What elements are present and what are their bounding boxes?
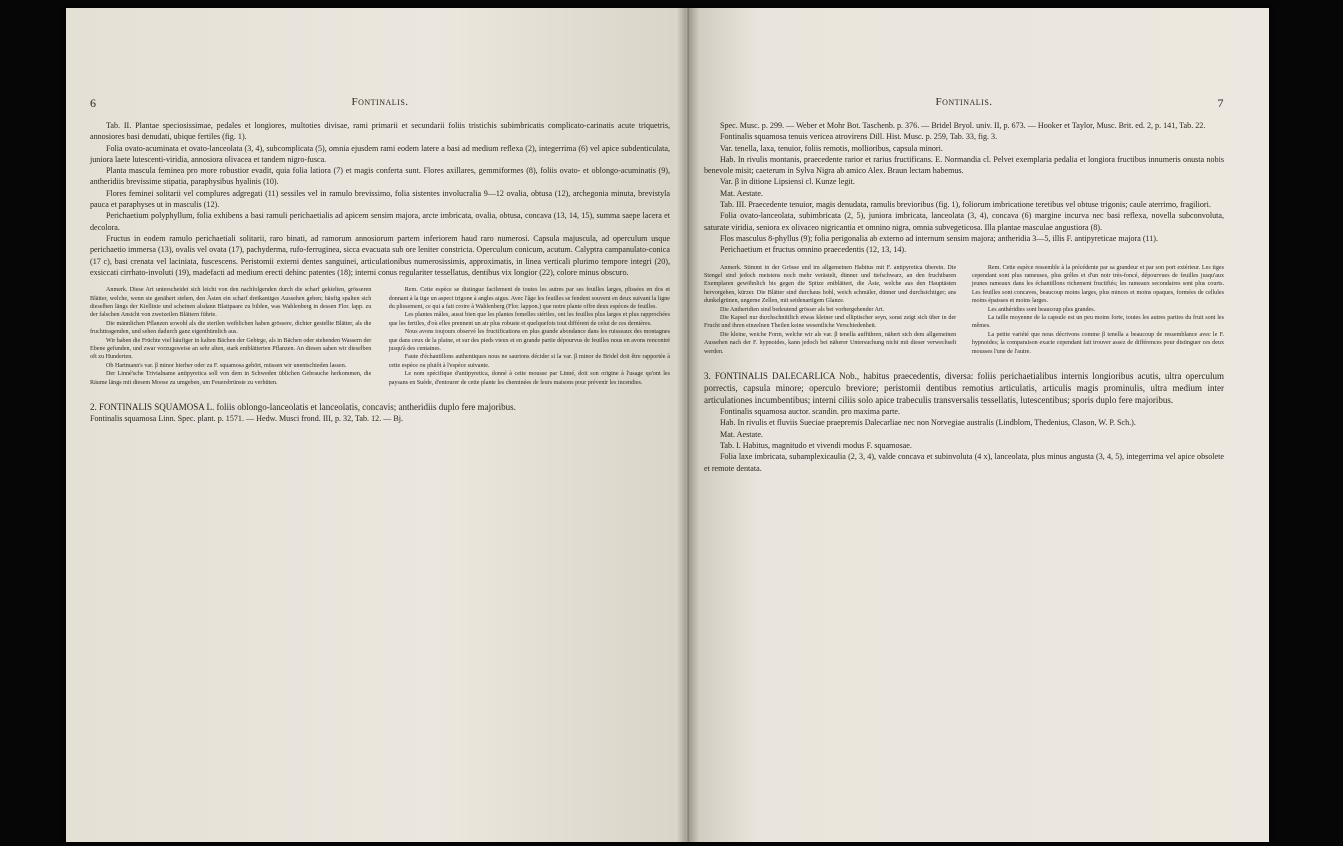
note-paragraph: Wir haben die Früchte viel häufiger in kalten Bächen der Gebirge, als in Bächen oder stehenden Wassern der Ebene gefunden, und zwar vorzugsweise an sehr alten, stark entblätterten Pflanzen. An diesen sahen wir dieselben oft zu Hunderten. [90,337,372,361]
paragraph: Var. β in ditione Lipsiensi cl. Kunze legit. [720,177,855,187]
note-paragraph: Les plantes mâles, aussi bien que les plantes femelles stériles, ont les feuilles plus larges et plus rapprochées que les fertiles, d'où elles prennent un air plus robuste et quelquefois tout différent de celui de ces dernières. [388,312,670,327]
paragraph: Tab. III. Praecedente tenuior, magis denudata, ramulis brevioribus (fig. 1), foliorum imbricatione teretibus vel obtuse trigonis; caule aterrimo, fragiliori. [720,200,1211,210]
paragraph: Hab. In rivulis et fluviis Sueciae praepremis Dalecarliae nec non Norvegiae australis (Lindblom, Thedenius, Clason, W. P. Sch.). [720,418,1136,428]
left-page-header [90,96,670,114]
right-page-header [704,96,1224,114]
right-page-content [704,96,1224,474]
paragraph: Mat. Aestate. [720,188,763,198]
paragraph: Folia ovato-lanceolata, subimbricata (2, 5), juniora imbricata, lanceolata (3, 4), concava (6) margine incurva nec basi reflexa, novella subconvoluta, saturate viridia, seniora ex olivaceo nigricantia et omnino nigra, omnia subvegeticosa. Illa plantae masculae angustiora (8). [704,211,1224,232]
note-german [704,264,956,356]
running-head: Fontinalis. [351,96,409,108]
note-paragraph: La taille moyenne de la capsule est un peu moins forte, toutes les autres parties du fruit sont les mêmes. [971,315,1224,330]
paragraph: Fontinalis squamosa auctor. scandin. pro maxima parte. [720,407,901,417]
note-paragraph: Die männlichen Pflanzen sowohl als die sterilen weiblichen haben grössere, dichter gestellte Blätter, als die fruchttragenden, und sehen dadurch ganz eigenthümlich aus. [90,320,372,336]
book-spread [66,8,1269,842]
paragraph: Perichaetium polyphyllum, folia exhibens a basi ramuli perichaetialis ad apicem sensim majora, arcte imbricata, ovalia, obtusa, concava (13, 14, 15), summa saepe lacera et decolora. [90,211,670,232]
note-paragraph: Faute d'échantillons authentiques nous ne saurions décider si la var. β minor de Bridel doit être rapportée à cette espèce ou plutôt à l'espèce suivante. [388,354,670,369]
note-paragraph: Nous avons toujours observé les fructifications en plus grande abondance dans les ruisseaux des montagnes que dans ceux de la plaine, et sur des pieds vieux et en grande partie dépourvus de feuilles nous en avons rencontré jusqu'à des centaines. [388,329,670,352]
book-gutter [677,8,699,842]
paragraph: Var. tenella, laxa, tenuior, foliis remotis, mollioribus, capsula minori. [720,143,943,153]
notes-columns [704,264,1224,356]
note-paragraph: Ob Hartmann's var. β minor hierher oder zu F. squamosa gehört, müssen wir unentschieden lassen. [106,362,347,369]
note-paragraph: Die kleine, weiche Form, welche wir als var. β tenella aufführen, nähert sich dem allgemeinen Aussehen nach der F. hypnoides, kann jedoch bei näherer Untersuchung nicht mit dieser verwechselt werden. [704,331,957,355]
paragraph: Folia ovato-acuminata et ovato-lanceolata (3, 4), subcomplicata (5), omnia ejusdem rami eodem latere a basi ad medium reflexa (2), integerrima (6) vel apice subdenticulata, juniora laete lutescenti-viridia, annosiora olivacea et tandem nigro-fusca. [90,143,670,164]
page-number: 6 [90,96,97,110]
note-paragraph: La petite variété que nous décrivons comme β tenella a beaucoup de ressemblance avec le F. hypnoides; la comparaison exacte cependant fait trouver assez de différences pour distinguer ces deux mousses l'une de l'autre. [971,331,1224,355]
note-paragraph: Rem. Cette espèce ressemble à la précédente par sa grandeur et par son port extérieur. Les tiges cependant sont plus rameuses, plus grêles et d'un noir très-foncé, dépourvues de feuilles jusqu'aux jeunes rameaux dans les échantillons richement fructifiés; les rameaux secondaires sont plus courts. Les feuilles sont concaves, beaucoup moins larges, plus minces et moins opaques, formées de cellules moins épaisses et moins larges. [971,264,1224,305]
paragraph: Mat. Aestate. [720,429,763,439]
note-french [389,286,670,387]
paragraph: Fontinalis squamosa tenuis vericea atrovirens Dill. Hist. Musc. p. 259, Tab. 33, fig. 3. [720,132,998,142]
left-page [66,8,686,842]
notes-columns [90,286,670,387]
paragraph: Tab. II. Plantae speciosissimae, pedales et longiores, multoties divisae, rami primarii et secundarii foliis tristichis subimbricatis complicato-carinatis acute triquetris, annosiores basi denudati, ubique fertiles (fig. 1). [90,121,670,142]
note-paragraph: Rem. Cette espèce se distingue facilement de toutes les autres par ses feuilles larges, plissées en dos et donnant à la tige un aspect trigone à angles aigus. Avec l'âge les feuilles se fendent souvent en deux suivant la ligne du plissement, ce qui a fait croire à Wahlenberg (Flor. lappon.) que notre plante offre deux espèces de feuilles. [388,287,670,310]
paragraph: Spec. Musc. p. 299. — Weber et Mohr Bot. Taschenb. p. 376. — Bridel Bryol. univ. II, p. 673. — Hooker et Taylor, Musc. Brit. ed. 2, p. 141, Tab. 22. [720,121,1206,130]
paragraph: Tab. I. Habitus, magnitudo et vivendi modus F. squamosae. [720,440,912,450]
note-paragraph: Le nom spécifique d'antipyretica, donné à cette mousse par Linné, doit son origine à l'usage qu'ont les paysans en Suède, d'entourer de cette plante les cheminées de leurs maisons pour prévenir les incendies. [388,371,670,386]
note-paragraph: Der Linné'sche Trivialname antipyretica soll von dem in Schweden üblichen Gebrauche herkommen, die Räume längs mit diesem Moose zu umgeben, um Feuersbrünste zu verhüten. [90,371,372,386]
paragraph: Planta mascula feminea pro more robustior evadit, quia folia latiora (7) et magis conferta sunt. Flores axillares, gemmiformes (8), foliis ovato- et oblongo-acuminatis (9), antheridiis brevissime stipatia, paraphysibus hyalinis (10). [90,166,670,187]
note-paragraph: Die Kapsel nur durchschnittlich etwas kleiner und elliptischer seyn, sonst zeigt sich über in der Frucht und ihren einzelnen Theilen keine wesentliche Verschiedenheit. [704,315,957,330]
note-german [90,286,371,387]
left-page-content [90,96,670,424]
species-synonym: Fontinalis squamosa Linn. Spec. plant. p. 1571. — Hedw. Musci frond. III, p. 32, Tab. 12. — Bj. [90,414,404,424]
paragraph: Fructus in eodem ramulo perichaetiali solitarii, raro binati, ad ramorum annosiorum partem inferiorem haud raro numerosi. Capsula majuscula, ad operculum usque perichaetio immersa (13), ovalis vel ovata (17), pachyderma, rufo-ferruginea, sicca evacuata sub ore leniter constricta. Operculum conicum, acutum. Calyptra campanulato-conica (17 c), basi crenata vel laciniata, fuscescens. Peristomii externi dentes sanguinei, articulationibus numerosissimis, approximatis, in linea verticali plurimo tempore integri (20), exsiccati cirrhato-involuti (19), madefacti ad medium erecti dehinc patentes (18); interni conus regulariter tessellatus, dentibus vix longior (22), colore minus obscuro. [90,233,670,277]
paragraph: Flos masculus 8-phyllus (9); folia perigonalia ab externo ad internum sensim majora; antheridia 3—5, illis F. antipyreticae majora (11). [720,233,1159,243]
note-french [972,264,1224,356]
paragraph: Folia laxe imbricata, subamplexicaulia (2, 3, 4), valde concava et subinvoluta (4 x), lanceolata, plus minus angusta (3, 4, 5), integerrima vel apice obsolete et remote dentata. [704,452,1224,473]
note-paragraph: Les anthéridies sont beaucoup plus grandes. [987,306,1096,313]
paragraph: Perichaetium et fructus omnino praecedentis (12, 13, 14). [720,245,907,255]
note-paragraph: Anmerk. Stimmt in der Grösse und im allgemeinen Habitus mit F. antipyretica überein. Die Stengel sind jedoch meistens noch mehr verästelt, dünner und tiefschwarz, an den fruchtbaren Exemplaren gewöhnlich bis gegen die Spitze entblättert, die Äste, welche aus den Hauptästen hervorgehen, kürzer. Die Blätter sind durchaus hohl, weich schmäler, dünner und durchsichtiger; ans dunkelgrünen, ungerne Zellen, mit seidenartigem Glanze. [704,264,957,305]
species-heading: 2. FONTINALIS SQUAMOSA L. foliis oblongo-lanceolatis et lanceolatis, concavis; antheridiis duplo fere majoribus. [90,402,516,413]
page-number: 7 [1217,96,1224,110]
running-head: Fontinalis. [935,96,993,108]
species-heading: 3. FONTINALIS DALECARLICA Nob., habitus praecedentis, diversa: foliis perichaetialibus internis longioribus acutis, ultra operculum porrectis, capsula minore; operculo breviore; peristomii dentibus remotius articulatis, articulis magis prominulis, ultra medium inter articulationes incumbentibus; interni ciliis solo apice trabeculis transversalis tessellatis, lutescentibus; sporis duplo fere majoribus. [704,371,1224,406]
right-page [688,8,1269,842]
paragraph: Flores feminei solitarii vel complures adgregati (11) sessiles vel in ramulo brevissimo, folia sistentes involucralia 9—12 ovalia, obtusa (12), archegonia minuta, brevistyla pauca et paraphyses ut in masculis (12). [90,188,670,210]
paragraph: Hab. In rivulis montanis, praecedente rarior et rarius fructificans. E. Normandia cl. Pelvet exemplaria pedalia et longiora fructibus innumeris onusta nobis benevole misit; caeterum in Sylva Nigra ab amico Alex. Braun lectam habemus. [704,154,1224,176]
note-paragraph: Die Antheridien sind bedeutend grösser als bei vorhergehender Art. [720,306,885,313]
note-paragraph: Anmerk. Diese Art unterscheidet sich leicht von den nachfolgenden durch die scharf gekielten, grösseren Blätter, welche, wenn sie genähert stehen, den Ästen ein scharf dreikantiges Aussehen geben; häufig spalten sich dieselben längs der Kiellinie und scheinen alsdann Blattpaare zu bilden, was Wahlenberg in dessen Flor. lapp. zu der falschen Ansicht von zweizeilen Blättern führte. [90,287,372,319]
